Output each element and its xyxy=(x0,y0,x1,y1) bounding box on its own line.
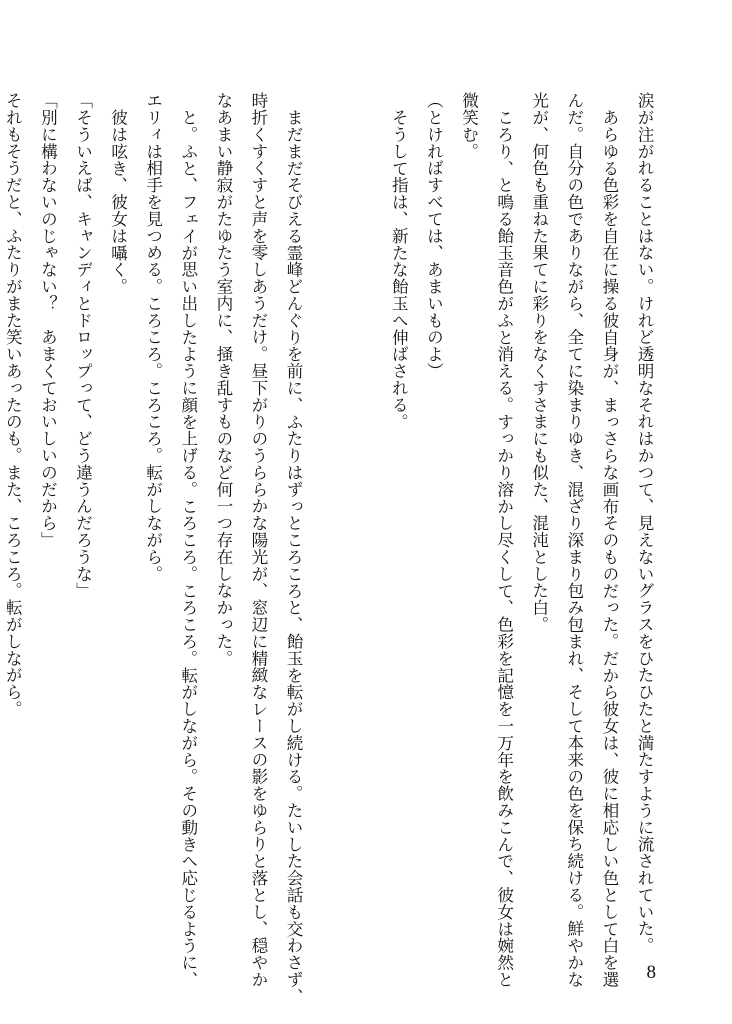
text-line: エリィは相手を見つめる。ころころ。ころころ。転がしながら。 xyxy=(143,92,163,583)
blank-line xyxy=(346,92,381,922)
text-line: あらゆる色彩を自在に操る彼自身が、まっさらな画布そのものだった。だから彼女は、彼に相応しい色として白を選 xyxy=(599,108,619,988)
text-line: んだ。自分の色でありながら、全てに染まりゆき、混ざり深まり包み包まれ、そして本来の色を保ち続ける。鮮やかな xyxy=(564,92,584,988)
text-line: 「そういえば、キャンディとドロップって、どう違うんだろうな」 xyxy=(73,92,93,599)
text-line: と。ふと、フェイが思い出したように顔を上げる。ころころ。ころころ。転がしながら。その動きへ応じるように、 xyxy=(178,108,198,988)
text-line: 彼は呟き、彼女は囁く。 xyxy=(108,108,128,295)
text-line: そうして指は、新たな飴玉へ伸ばされる。 xyxy=(389,108,409,430)
text-line: （とければすべては、あまいものよ） xyxy=(424,92,444,380)
blank-line xyxy=(311,92,346,922)
body-text xyxy=(0,92,662,1005)
text-line: 涙が注がれることはない。けれど透明なそれはかつて、見えないグラスをひたひたと満たすように流されていた。 xyxy=(635,92,654,954)
text-line: ころり、と鳴る飴玉音色がふと消える。すっかり溶かし尽くして、色彩を記憶を一万年を飲みこんで、彼女は婉然と xyxy=(494,108,514,988)
text-line: なあまい静寂がたゆたう室内に、掻き乱すものなど何一つ存在しなかった。 xyxy=(213,92,233,667)
text-line: 時折くすくすと声を零しあうだけ。昼下がりのうららかな陽光が、窓辺に精緻なレースの影をゆらりと落とし、穏やか xyxy=(248,92,268,988)
text-line: それもそうだと、ふたりがまた笑いあったのも。また、ころころ。転がしながら。 xyxy=(3,92,23,718)
text-line: 「別に構わないのじゃない？ あまくておいしいのだから」 xyxy=(38,92,58,549)
page-number: 8 xyxy=(646,962,656,983)
text-line: まだまだそびえる霊峰どんぐりを前に、ふたりはずっところころと、飴玉を転がし続ける。たいした会話も交わさず、 xyxy=(284,108,304,1005)
text-line: 光が、何色も重ねた果てに彩りをなくすさまにも似た、混沌とした白。 xyxy=(529,92,549,633)
text-line: 微笑む。 xyxy=(459,92,479,160)
